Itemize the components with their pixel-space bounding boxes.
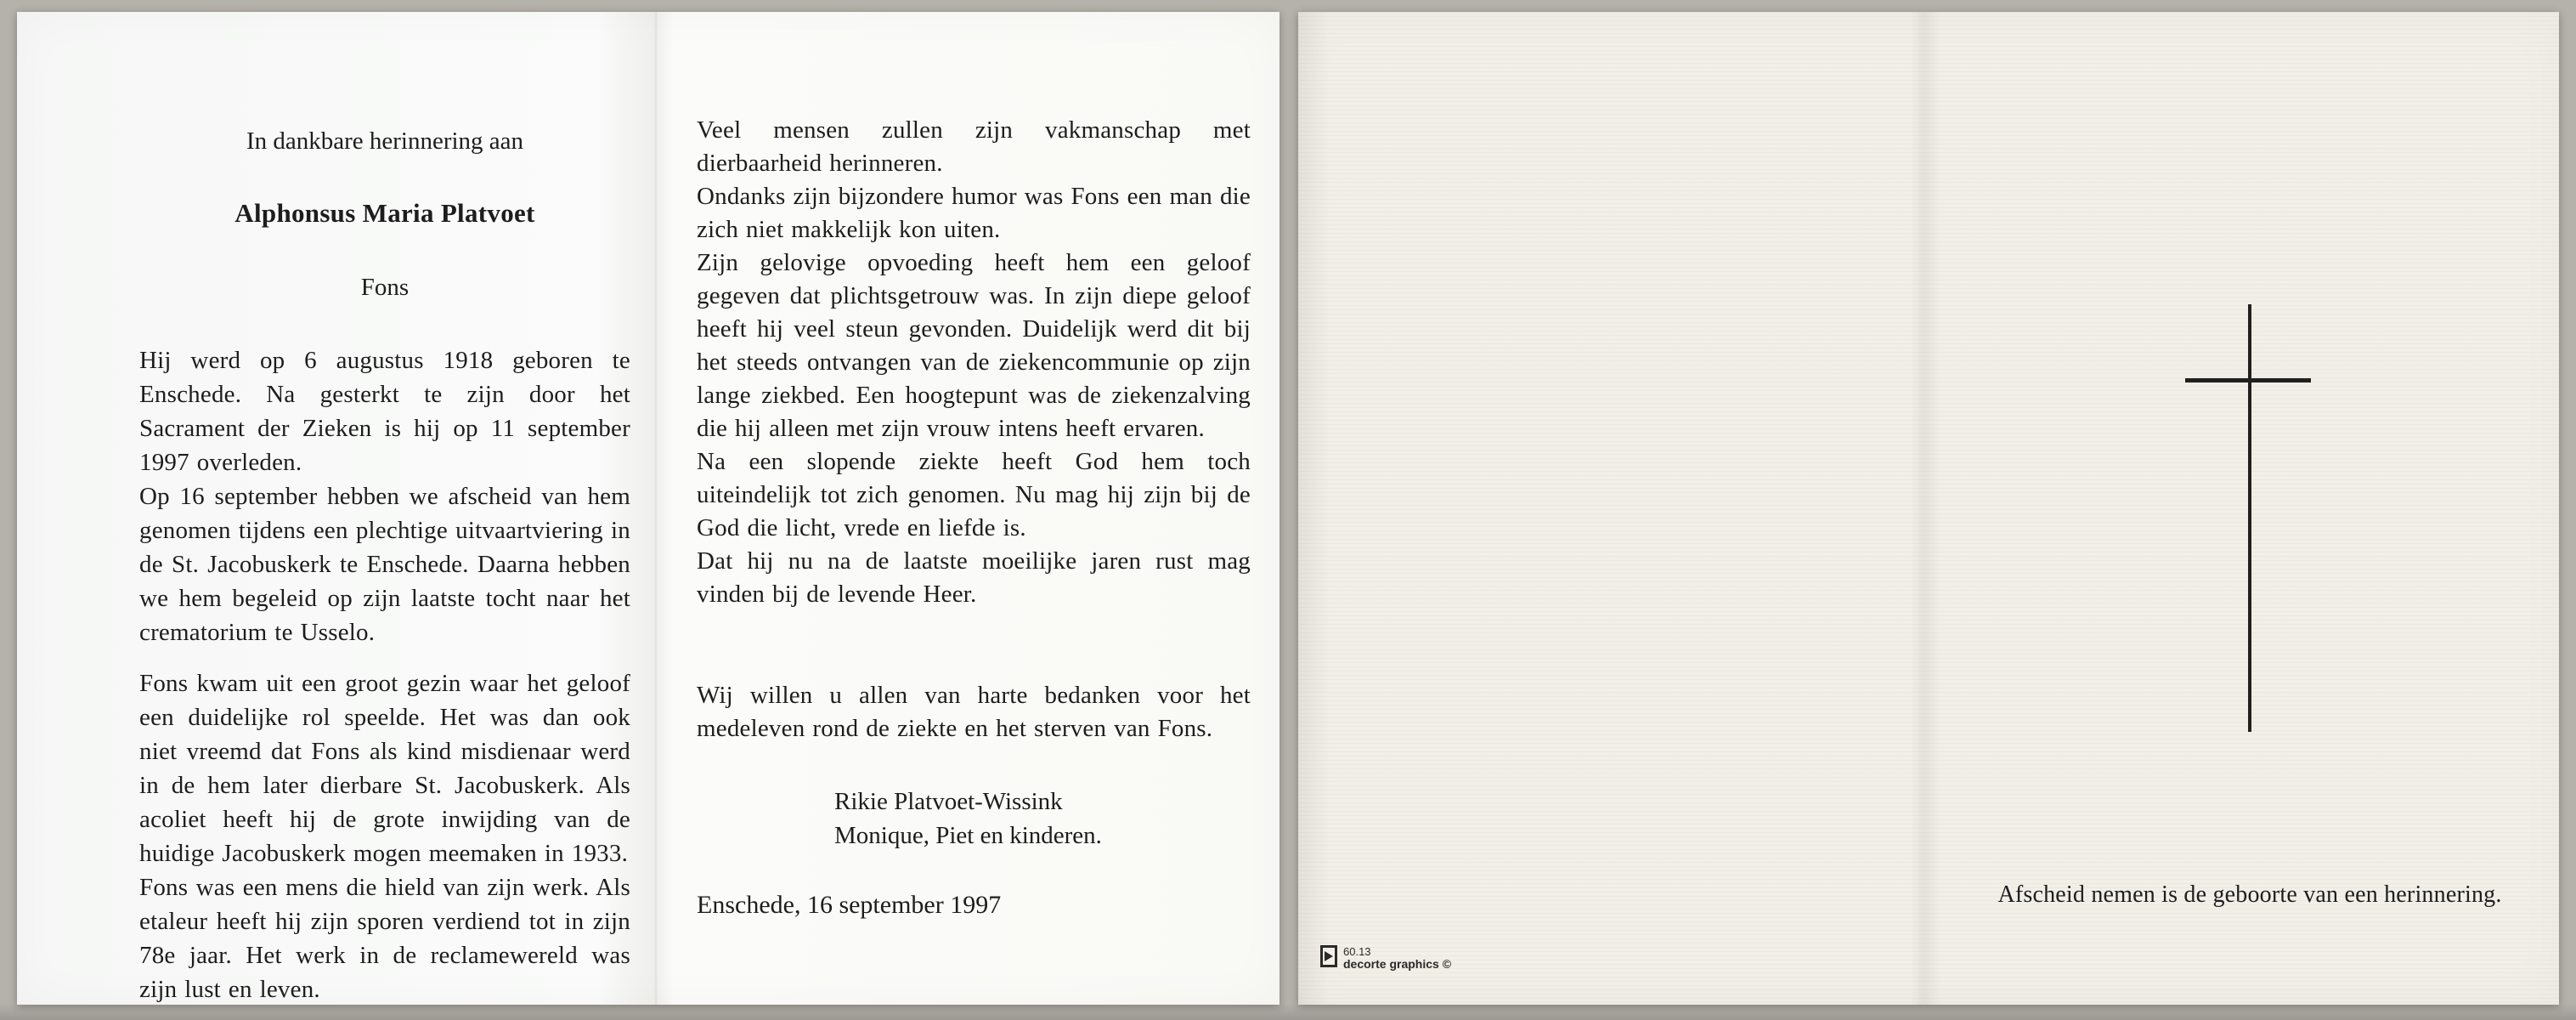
dateline: Enschede, 16 september 1997: [697, 891, 1002, 919]
signature-line: Rikie Platvoet-Wissink: [834, 788, 1063, 815]
card-back-panel: [1298, 12, 2559, 1005]
biography-paragraph: Fons was een mens die hield van zijn werk. Als etaleur heeft hij zijn sporen verdiend tot in zijn 78e jaar. Het werk in de reclamewereld was zijn lust en leven.: [139, 874, 630, 1003]
left-column: [139, 124, 630, 1006]
printer-logo-name: decorte graphics ©: [1343, 957, 1452, 971]
card-inside-spread: [17, 12, 1280, 1005]
biography-paragraph: Dat hij nu na de laatste moeilijke jaren rust mag vinden bij de levende Heer.: [697, 547, 1251, 608]
printer-logo-text: [1343, 945, 1451, 971]
decorte-logo-icon: [1320, 945, 1337, 967]
signature-block: [697, 785, 1251, 853]
printer-logo: [1320, 945, 1451, 971]
right-column: [697, 114, 1251, 922]
biography-paragraph: Hij werd op 6 augustus 1918 geboren te Enschede. Na gesterkt te zijn door het Sacrament der Zieken is hij op 11 september 1997 overleden.: [139, 347, 630, 476]
biography-paragraph: Ondanks zijn bijzondere humor was Fons een man die zich niet makkelijk kon uiten.: [697, 183, 1251, 243]
memorial-quote: Afscheid nemen is de geboorte van een herinnering.: [1997, 881, 2502, 908]
deceased-nickname: Fons: [360, 274, 410, 301]
biography-paragraph: Na een slopende ziekte heeft God hem toch uiteindelijk tot zich genomen. Nu mag hij zijn bij de God die licht, vrede en liefde is.: [697, 448, 1251, 541]
deceased-name: Alphonsus Maria Platvoet: [234, 198, 535, 228]
cross-vertical-bar: [2248, 304, 2251, 732]
biography-paragraph: Op 16 september hebben we afscheid van hem genomen tijdens een plechtige uitvaartviering in de St. Jacobuskerk te Enschede. Daarna hebben we hem begeleid op zijn laatste tocht naar het crematorium te Usselo.: [139, 483, 630, 646]
biography-paragraph: Zijn gelovige opvoeding heeft hem een geloof gegeven dat plichtsgetrouw was. In zijn diepe geloof heeft hij veel steun gevonden. Duidelijk werd dit bij het steeds ontvangen van de ziekencommunie op zijn lange ziekbed. Een hoogtepunt was de ziekenzalving die hij alleen met zijn vrouw intens heeft ervaren.: [697, 249, 1251, 442]
biography-paragraph: Fons kwam uit een groot gezin waar het geloof een duidelijke rol speelde. Het was dan ook niet vreemd dat Fons als kind misdienaar werd in de hem later dierbare St. Jacobuskerk. Als acoliet heeft hij de grote inwijding van de huidige Jacobuskerk mogen meemaken in 1933.: [139, 670, 630, 867]
intro-line: In dankbare herinnering aan: [246, 128, 524, 155]
fold-crease: [654, 12, 658, 1005]
cross-horizontal-bar: [2185, 378, 2311, 382]
biography-paragraph: Veel mensen zullen zijn vakmanschap met dierbaarheid herinneren.: [697, 116, 1251, 177]
signature-line: Monique, Piet en kinderen.: [834, 822, 1102, 849]
thanks-paragraph: Wij willen u allen van harte bedanken voor het medeleven rond de ziekte en het sterven van Fons.: [697, 682, 1251, 742]
printer-logo-code: 60.13: [1343, 945, 1371, 958]
